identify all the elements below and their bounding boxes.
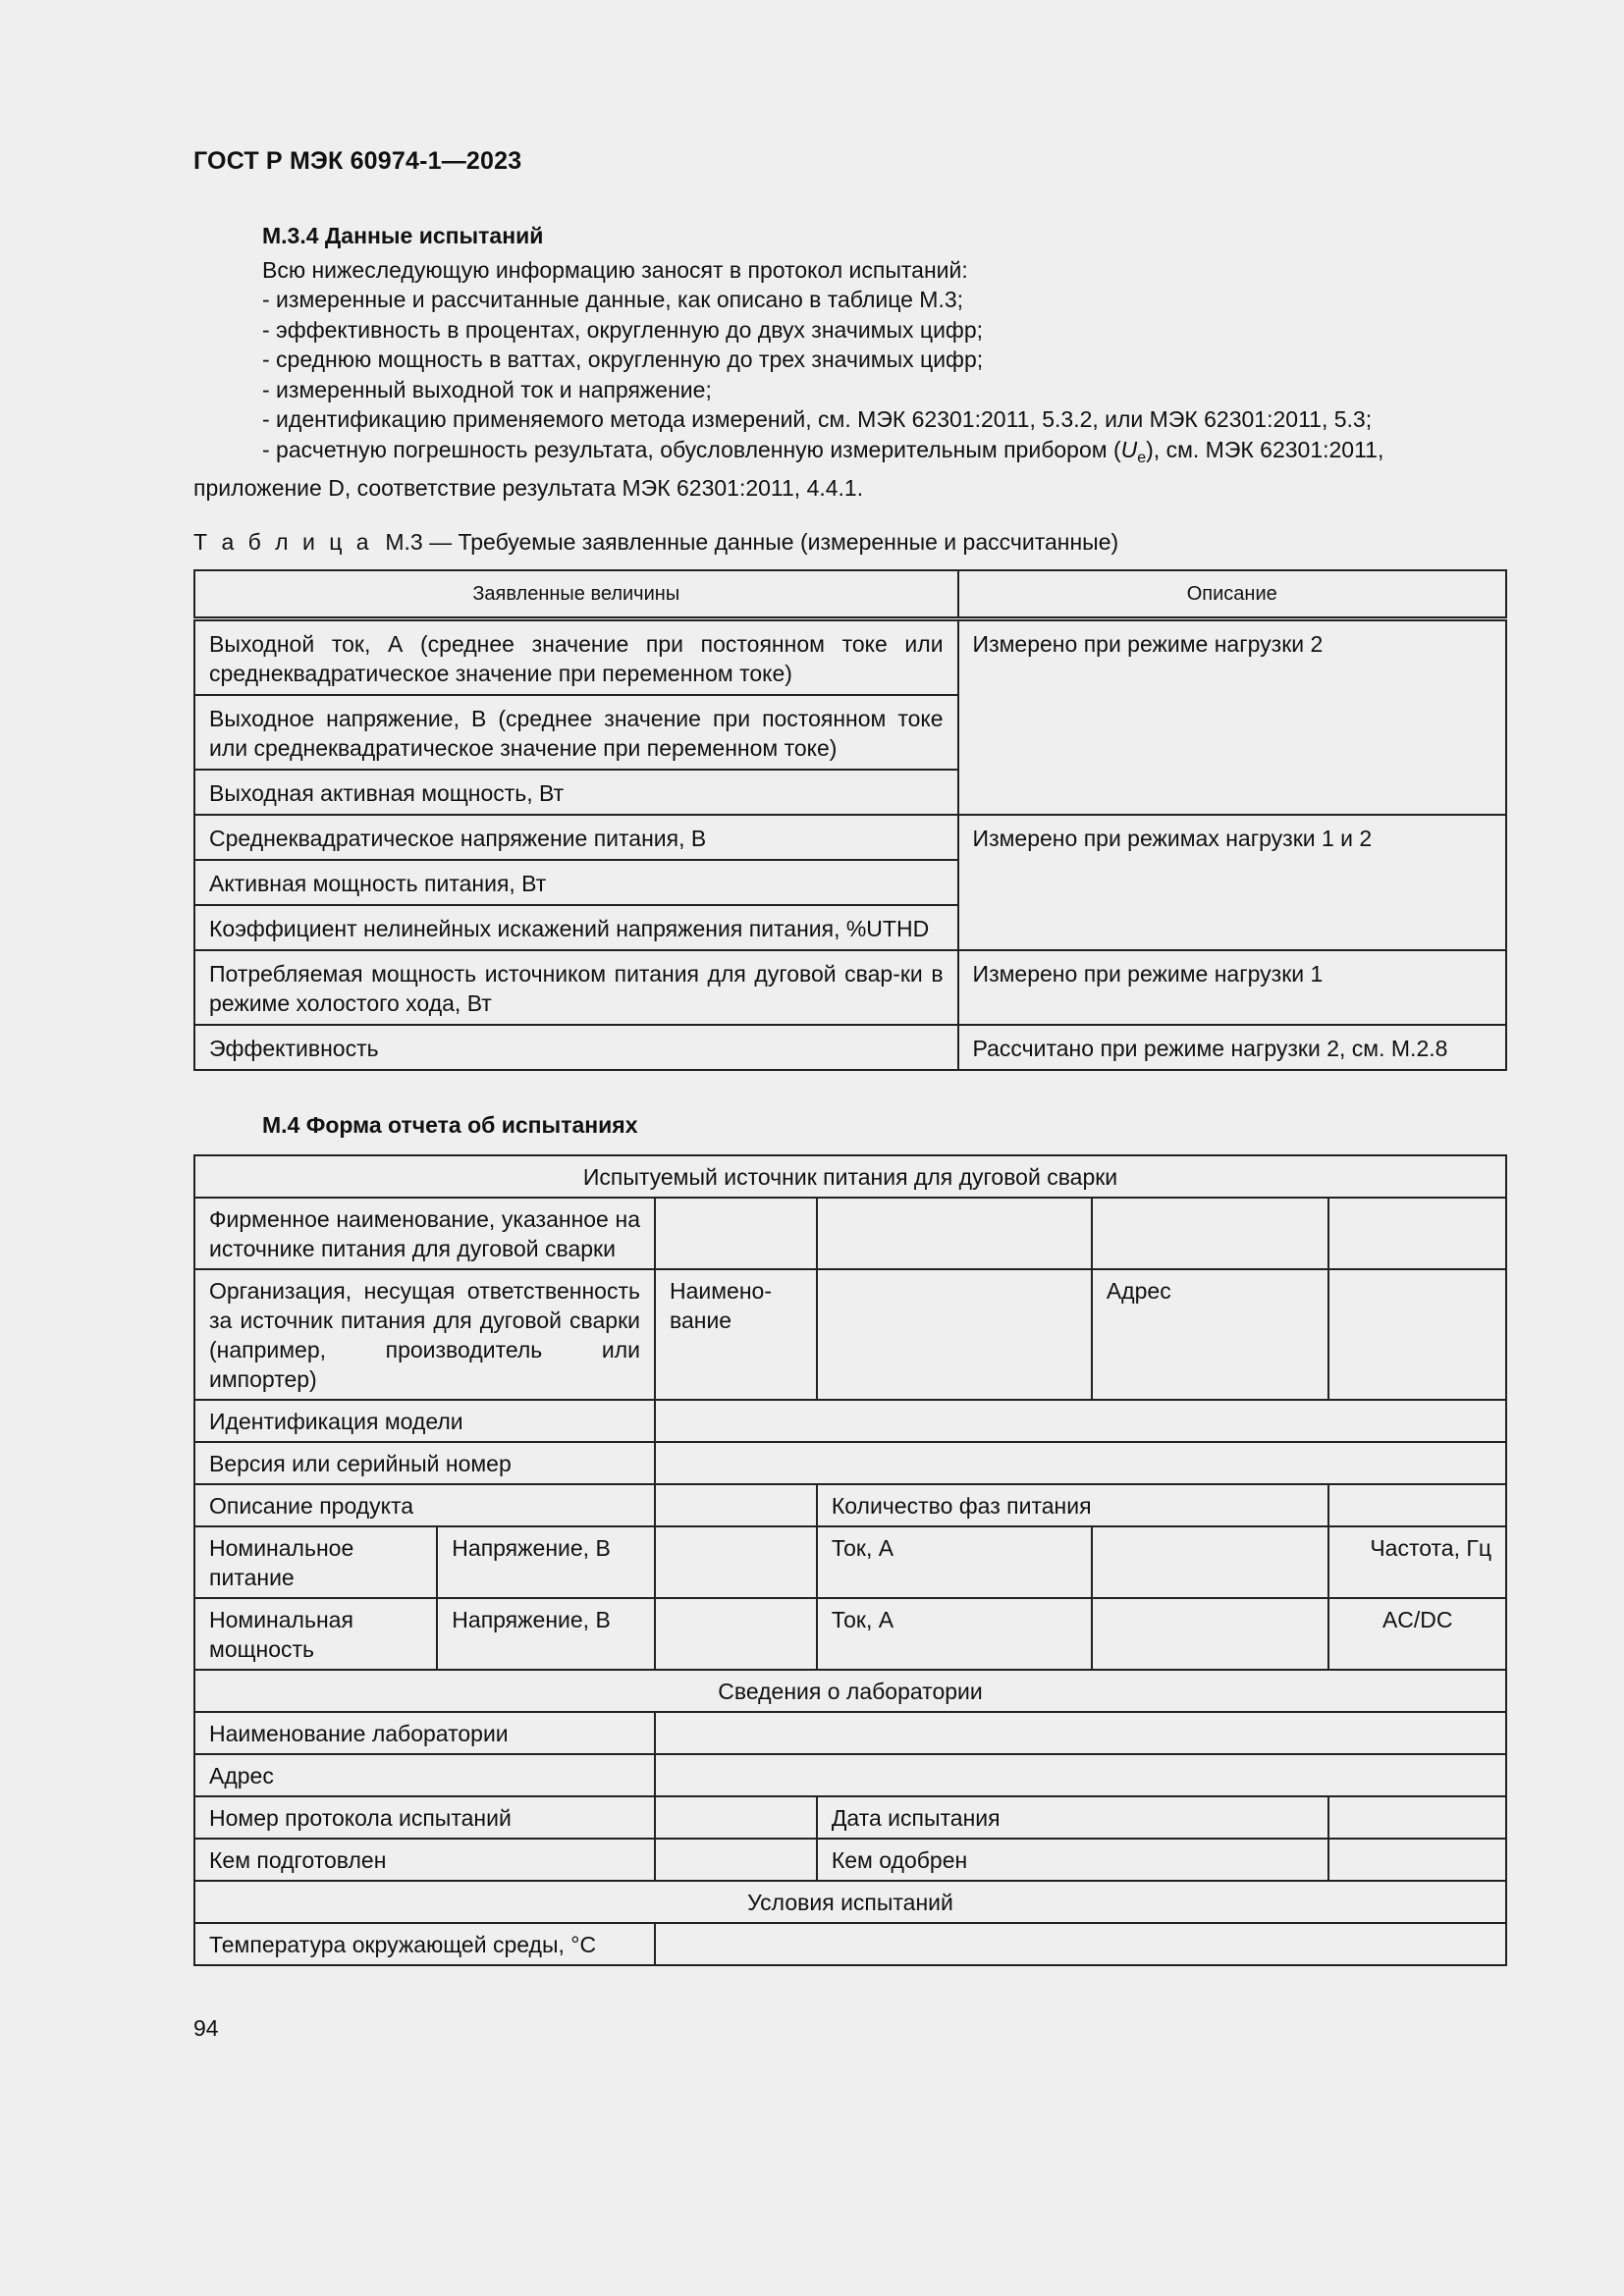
document-page [193,147,1507,2042]
list-item [193,435,1507,474]
form-label: Напряжение, В [437,1526,655,1598]
page-number: 94 [193,2014,219,2041]
form-value-cell[interactable] [1328,1839,1506,1881]
section-intro: Всю нижеследующую информацию заносят в протокол испытаний: [262,257,968,283]
table-cell: Рассчитано при режиме нагрузки 2, см. М.2.8 [958,1025,1506,1070]
form-label: Номер протокола испытаний [194,1796,655,1839]
section-title-m4: М.4 Форма отчета об испытаниях [262,1111,638,1138]
form-row [194,1754,1506,1796]
form-label: Номинальное питание [194,1526,437,1598]
form-value-cell[interactable] [817,1269,1092,1400]
form-group-title: Испытуемый источник питания для дуговой сварки [194,1155,1506,1198]
form-label: Адрес [1092,1269,1329,1400]
form-row [194,1400,1506,1442]
form-value-cell[interactable] [655,1796,817,1839]
form-label: Версия или серийный номер [194,1442,655,1484]
table-m3 [193,569,1507,1071]
list-item: - измеренный выходной ток и напряжение; [262,376,712,402]
form-label: Наименование лаборатории [194,1712,655,1754]
form-value-cell[interactable] [1092,1526,1329,1598]
form-value-cell[interactable] [817,1198,1092,1269]
form-value-cell[interactable] [1328,1269,1506,1400]
table-row [194,815,1506,860]
requirements-list [193,285,1507,504]
form-label: Фирменное наименование, указанное на источнике питания для дуговой сварки [194,1198,655,1269]
form-value-cell[interactable] [1092,1198,1329,1269]
table-cell: Потребляемая мощность источником питания для дуговой свар-ки в режиме холостого хода, Вт [194,950,958,1025]
list-item-text: - расчетную погрешность результата, обусловленную измерительным прибором ( [262,436,1121,462]
form-value-cell[interactable] [655,1712,1506,1754]
table-cell: Эффективность [194,1025,958,1070]
form-label: Номинальная мощность [194,1598,437,1670]
form-group-header [194,1670,1506,1712]
form-value-cell[interactable] [655,1923,1506,1965]
table-cell: Коэффициент нелинейных искажений напряжения питания, %UTHD [194,905,958,950]
form-row [194,1598,1506,1670]
form-value-cell[interactable] [655,1442,1506,1484]
form-label: Кем одобрен [817,1839,1329,1881]
form-value-cell[interactable] [655,1198,817,1269]
table-cell: Измерено при режимах нагрузки 1 и 2 [958,815,1506,950]
form-group-title: Условия испытаний [194,1881,1506,1923]
column-header: Заявленные величины [194,570,958,619]
standard-header: ГОСТ Р МЭК 60974-1—2023 [193,147,522,175]
table-cell: Выходная активная мощность, Вт [194,770,958,815]
form-value-cell[interactable] [655,1839,817,1881]
column-header: Описание [958,570,1506,619]
form-label: Наимено-вание [655,1269,817,1400]
table-caption-prefix: Т а б л и ц а [193,528,373,555]
form-label: Напряжение, В [437,1598,655,1670]
form-group-header [194,1155,1506,1198]
list-item: - среднюю мощность в ваттах, округленную до трех значимых цифр; [262,347,984,372]
form-value-cell[interactable] [1328,1484,1506,1526]
form-label: Частота, Гц [1328,1526,1506,1598]
form-label: Ток, А [817,1526,1092,1598]
form-label: Кем подготовлен [194,1839,655,1881]
form-group-header [194,1881,1506,1923]
form-label: Идентификация модели [194,1400,655,1442]
section-title-m34: М.3.4 Данные испытаний [262,223,544,248]
table-row [194,618,1506,695]
form-label: Дата испытания [817,1796,1329,1839]
list-item-text: ), см. МЭК 62301:2011, [1146,436,1384,462]
form-row [194,1839,1506,1881]
form-label: Описание продукта [194,1484,655,1526]
table-cell: Активная мощность питания, Вт [194,860,958,905]
form-value-cell[interactable] [655,1754,1506,1796]
form-row [194,1796,1506,1839]
form-row [194,1712,1506,1754]
symbol-u: U [1120,436,1138,462]
form-value-cell[interactable] [655,1484,817,1526]
table-cell: Измерено при режиме нагрузки 1 [958,950,1506,1025]
list-item: - идентификацию применяемого метода измерений, см. МЭК 62301:2011, 5.3.2, или МЭК 62301:2011, 5.3; [262,406,1373,432]
table-caption-text: М.3 — Требуемые заявленные данные (измеренные и рассчитанные) [385,528,1119,555]
form-value-cell[interactable] [1328,1796,1506,1839]
form-value-cell[interactable] [655,1400,1506,1442]
list-item-continuation: приложение D, соответствие результата МЭК 62301:2011, 4.4.1. [193,475,864,501]
form-row [194,1526,1506,1598]
list-item: - эффективность в процентах, округленную до двух значимых цифр; [262,316,984,343]
table-cell: Выходной ток, А (среднее значение при постоянном токе или среднеквадратическое значение при переменном токе) [194,618,958,695]
table-cell: Измерено при режиме нагрузки 2 [958,618,1506,815]
form-label: Адрес [194,1754,655,1796]
subscript-e: e [1137,449,1147,466]
table-row [194,950,1506,1025]
form-row [194,1269,1506,1400]
table-caption [193,529,1507,556]
form-label: Температура окружающей среды, °С [194,1923,655,1965]
table-header-row [194,570,1506,619]
form-value-cell[interactable] [655,1598,817,1670]
test-report-form [193,1154,1507,1966]
form-row [194,1923,1506,1965]
form-value-cell[interactable] [655,1526,817,1598]
form-row [194,1484,1506,1526]
form-value-cell[interactable] [1328,1198,1506,1269]
form-row [194,1198,1506,1269]
form-group-title: Сведения о лаборатории [194,1670,1506,1712]
list-item: - измеренные и рассчитанные данные, как описано в таблице М.3; [262,287,964,312]
form-label: Количество фаз питания [817,1484,1329,1526]
form-label: AC/DC [1328,1598,1506,1670]
form-label: Ток, А [817,1598,1092,1670]
table-cell: Выходное напряжение, В (среднее значение при постоянном токе или среднеквадратическое значение при переменном токе) [194,695,958,770]
table-row [194,1025,1506,1070]
form-row [194,1442,1506,1484]
form-value-cell[interactable] [1092,1598,1329,1670]
form-label: Организация, несущая ответственность за источник питания для дуговой сварки (например, производитель или импортер) [194,1269,655,1400]
table-cell: Среднеквадратическое напряжение питания, В [194,815,958,860]
